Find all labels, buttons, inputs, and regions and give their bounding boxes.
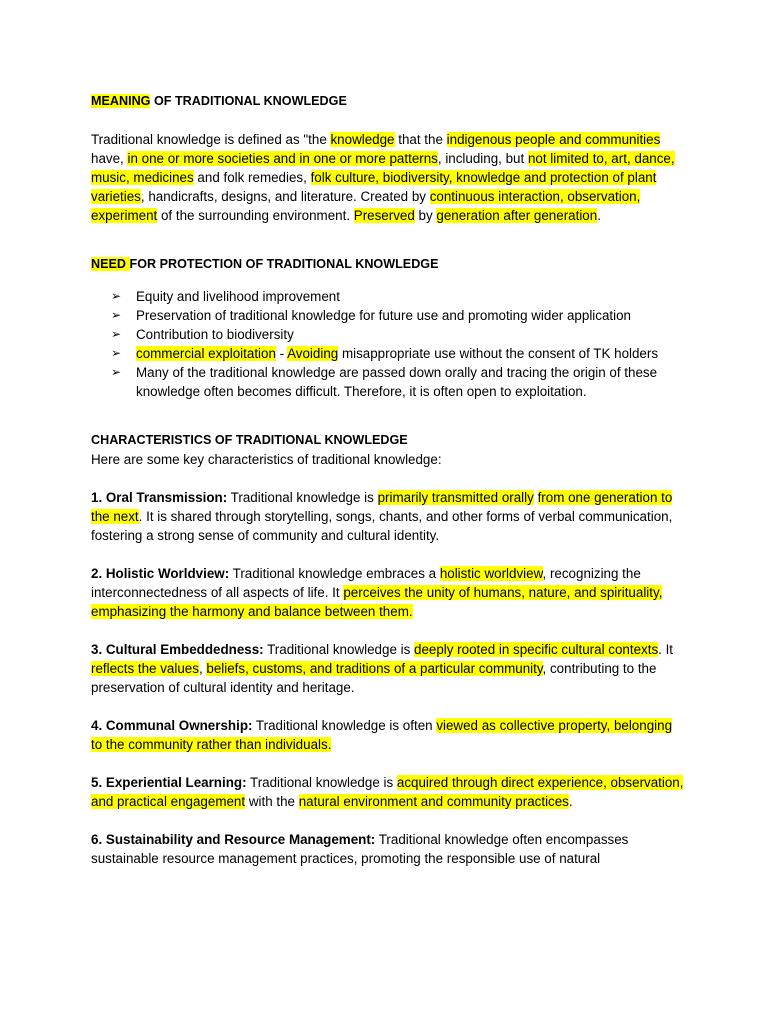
bullet-item: [111, 287, 684, 306]
bullet-item: [111, 363, 684, 401]
characteristic-title: 6. Sustainability and Resource Management:: [91, 832, 376, 847]
text-run: Traditional knowledge is: [263, 642, 414, 657]
text-run: . It is shared through storytelling, songs, chants, and other forms of verbal communication, fostering a strong sense of community and cultural identity.: [91, 509, 673, 543]
text-run: Traditional knowledge embraces a: [229, 566, 440, 581]
text-run: .: [568, 794, 573, 809]
text-run: , handicrafts, designs, and literature. Created by: [140, 189, 430, 204]
highlighted-text: primarily transmitted orally: [377, 490, 534, 505]
bullet-item: [111, 344, 684, 363]
characteristic-item: [91, 716, 684, 754]
highlighted-text: viewed as collective property, belonging to the community rather than individuals.: [91, 718, 673, 752]
text-run: that the: [394, 132, 447, 147]
text-run: Preservation of traditional knowledge for future use and promoting wider application: [136, 308, 631, 323]
arrow-bullet-icon: ➢: [111, 327, 122, 341]
characteristics-intro: Here are some key characteristics of traditional knowledge:: [91, 452, 442, 467]
meaning-heading: [91, 92, 684, 111]
text-run: Traditional knowledge is: [246, 775, 397, 790]
text-run: Equity and livelihood improvement: [136, 289, 340, 304]
bullet-item: [111, 306, 684, 325]
highlighted-text: reflects the values: [91, 661, 199, 676]
text-run: of the surrounding environment.: [157, 208, 354, 223]
text-run: Traditional knowledge is: [227, 490, 378, 505]
highlighted-text: Avoiding: [287, 346, 339, 361]
text-run: Traditional knowledge is defined as "the: [91, 132, 331, 147]
heading-highlight: MEANING: [91, 94, 151, 108]
text-run: Traditional knowledge is often: [252, 718, 437, 733]
characteristic-title: 4. Communal Ownership:: [91, 718, 253, 733]
highlighted-text: from one generation to the next: [91, 490, 673, 524]
text-run: ,: [198, 661, 207, 676]
text-run: , including, but: [437, 151, 528, 166]
text-run: -: [275, 346, 288, 361]
text-run: have,: [91, 151, 128, 166]
highlighted-text: perceives the unity of humans, nature, and spirituality, emphasizing the harmony and balance between them.: [91, 585, 663, 619]
text-run: [534, 490, 538, 505]
highlighted-text: generation after generation: [436, 208, 598, 223]
text-run: with the: [245, 794, 299, 809]
meaning-paragraph: [91, 130, 684, 225]
highlighted-text: natural environment and community practices: [298, 794, 569, 809]
highlighted-text: in one or more societies and in one or more patterns: [127, 151, 438, 166]
characteristic-title: 3. Cultural Embeddedness:: [91, 642, 264, 657]
characteristic-item: [91, 564, 684, 621]
highlighted-text: folk culture, biodiversity, knowledge and protection of plant varieties: [91, 170, 657, 204]
text-run: , recognizing the interconnectedness of all aspects of life. It: [91, 566, 641, 600]
characteristic-item: [91, 640, 684, 697]
text-run: .: [597, 208, 601, 223]
text-run: , contributing to the preservation of cultural identity and heritage.: [91, 661, 657, 695]
characteristic-title: 5. Experiential Learning:: [91, 775, 247, 790]
text-run: by: [414, 208, 437, 223]
arrow-bullet-icon: ➢: [111, 365, 122, 379]
highlighted-text: not limited to, art, dance, music, medicines: [91, 151, 675, 185]
text-run: and folk remedies,: [193, 170, 311, 185]
heading-highlight: NEED: [91, 257, 130, 271]
heading-text: FOR PROTECTION OF TRADITIONAL KNOWLEDGE: [129, 257, 439, 271]
characteristics-list: [91, 469, 684, 868]
highlighted-text: beliefs, customs, and traditions of a particular community: [206, 661, 543, 676]
arrow-bullet-icon: ➢: [111, 308, 122, 322]
need-heading: [91, 255, 684, 274]
highlighted-text: acquired through direct experience, observation, and practical engagement: [91, 775, 684, 809]
highlighted-text: holistic worldview: [439, 566, 543, 581]
text-run: misappropriate use without the consent of TK holders: [338, 346, 659, 361]
characteristic-item: [91, 830, 684, 868]
text-run: Many of the traditional knowledge are passed down orally and tracing the origin of these knowledge often becomes difficult. Therefore, it is often open to exploitation.: [136, 365, 658, 399]
characteristic-item: [91, 773, 684, 811]
highlighted-text: knowledge: [330, 132, 395, 147]
highlighted-text: continuous interaction, observation, experiment: [91, 189, 641, 223]
heading-text: OF TRADITIONAL KNOWLEDGE: [150, 94, 347, 108]
text-run: . It: [658, 642, 674, 657]
arrow-bullet-icon: ➢: [111, 289, 122, 303]
characteristic-title: 1. Oral Transmission:: [91, 490, 228, 505]
bullet-item: [111, 325, 684, 344]
highlighted-text: indigenous people and communities: [446, 132, 661, 147]
need-bullet-list: [91, 287, 684, 401]
text-run: Traditional knowledge often encompasses sustainable resource management practices, promoting the responsible use of natural: [91, 832, 629, 866]
highlighted-text: deeply rooted in specific cultural contexts: [414, 642, 659, 657]
highlighted-text: Preserved: [353, 208, 415, 223]
text-run: Contribution to biodiversity: [136, 327, 294, 342]
arrow-bullet-icon: ➢: [111, 346, 122, 360]
highlighted-text: commercial exploitation: [136, 346, 276, 361]
characteristic-title: 2. Holistic Worldview:: [91, 566, 230, 581]
characteristic-item: [91, 488, 684, 545]
characteristics-heading: CHARACTERISTICS OF TRADITIONAL KNOWLEDGE: [91, 433, 408, 447]
